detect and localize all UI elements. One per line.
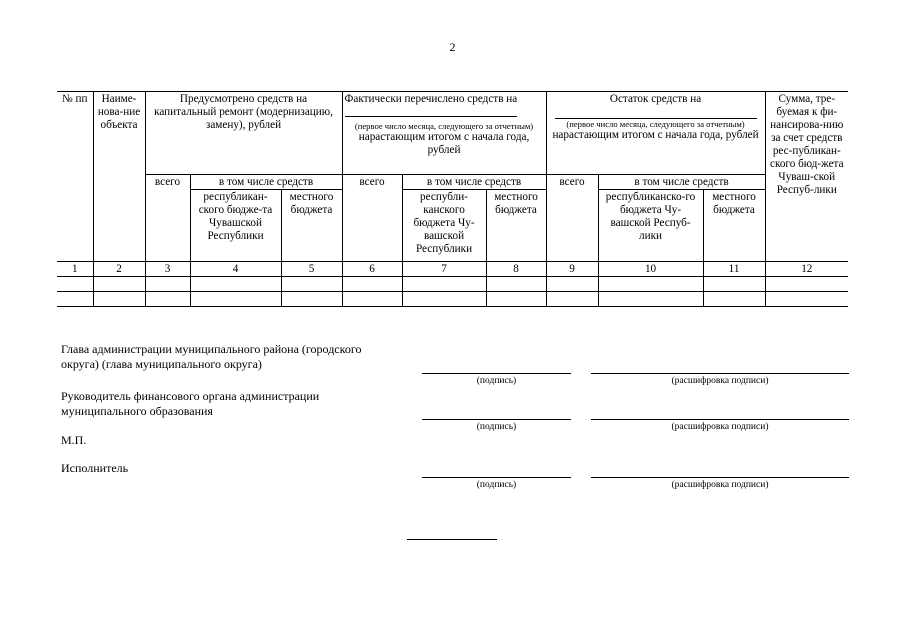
remain-date-line	[555, 106, 757, 119]
executor-signature-line	[422, 477, 571, 478]
finance-signature-label: Руководитель финансового органа администрации муниципального образования	[61, 389, 320, 418]
report-table	[57, 91, 848, 307]
finance-decode-caption: (расшифровка подписи)	[671, 422, 769, 432]
col-num: 2	[93, 262, 145, 277]
finance-signature-line	[422, 419, 571, 420]
col-num: 11	[703, 262, 765, 277]
seal-label: М.П.	[61, 433, 87, 447]
header-remain	[546, 92, 765, 175]
col-num: 5	[281, 262, 342, 277]
header-rep-budget-3: республиканско-го бюджета Чу-вашской Респуб-лики	[598, 190, 703, 262]
executor-decode-caption: (расшифровка подписи)	[671, 480, 769, 490]
col-num: 4	[190, 262, 281, 277]
col-num: 7	[402, 262, 486, 277]
header-rep-budget-2: республи-канского бюджета Чу-вашской Республики	[402, 190, 486, 262]
header-object-name: Наиме-нова-ние объекта	[93, 92, 145, 262]
end-divider	[407, 539, 497, 540]
header-including-3: в том числе средств	[598, 175, 765, 190]
col-num: 3	[145, 262, 190, 277]
header-local-budget-2: местного бюджета	[486, 190, 546, 262]
col-num: 1	[57, 262, 93, 277]
header-including-2: в том числе средств	[402, 175, 546, 190]
finance-signature-caption: (подпись)	[476, 422, 517, 432]
head-decode-caption: (расшифровка подписи)	[671, 376, 769, 386]
remain-date-hint: (первое число месяца, следующего за отчетным)	[566, 119, 745, 129]
head-decode-line	[591, 373, 849, 374]
header-total-1: всего	[145, 175, 190, 262]
head-signature-line	[422, 373, 571, 374]
actual-cumulative: нарастающим итогом с начала года, рублей	[358, 131, 530, 156]
actual-date-line	[345, 106, 517, 117]
executor-decode-line	[591, 477, 849, 478]
header-local-budget-3: местного бюджета	[703, 190, 765, 262]
page-number: 2	[449, 40, 456, 54]
col-num: 9	[546, 262, 598, 277]
header-including-1: в том числе средств	[190, 175, 342, 190]
actual-prefix: Фактически перечислено средств на	[344, 93, 518, 105]
table-row	[57, 292, 848, 307]
col-num: 12	[765, 262, 848, 277]
header-total-2: всего	[342, 175, 402, 262]
executor-label: Исполнитель	[61, 461, 129, 475]
header-no: № пп	[57, 92, 93, 262]
header-local-budget-1: местного бюджета	[281, 190, 342, 262]
header-planned: Предусмотрено средств на капитальный ремонт (модернизацию, замену), рублей	[145, 92, 342, 175]
remain-prefix: Остаток средств на	[609, 93, 702, 105]
header-total-3: всего	[546, 175, 598, 262]
col-num: 8	[486, 262, 546, 277]
finance-decode-line	[591, 419, 849, 420]
col-num: 6	[342, 262, 402, 277]
head-signature-caption: (подпись)	[476, 376, 517, 386]
executor-signature-caption: (подпись)	[476, 480, 517, 490]
col-num: 10	[598, 262, 703, 277]
header-actual	[342, 92, 546, 175]
table-row	[57, 277, 848, 292]
actual-date-hint: (первое число месяца, следующего за отчетным)	[354, 121, 534, 131]
header-requested: Сумма, тре-буемая к фи-нансирова-нию за счет средств рес-публикан-ского бюд-жета Чуваш-ской Респуб-лики	[765, 92, 848, 262]
header-rep-budget-1: республикан-ского бюдже-та Чувашской Республики	[190, 190, 281, 262]
head-signature-label: Глава администрации муниципального района (городского округа) (глава муниципального округа)	[61, 342, 362, 371]
remain-cumulative: нарастающим итогом с начала года, рублей	[552, 129, 759, 141]
